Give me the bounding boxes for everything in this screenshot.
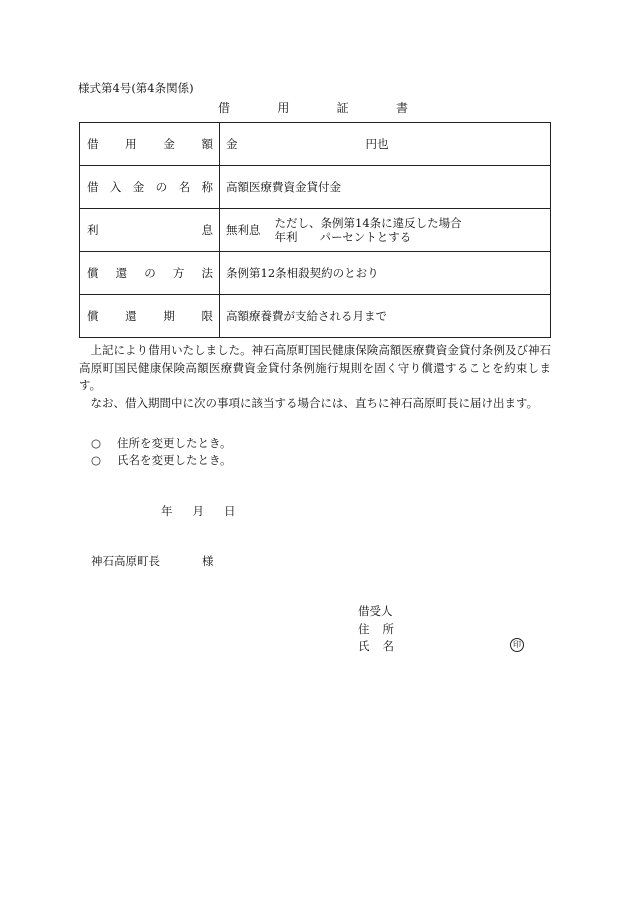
label-loan-amount: 借 用 金 額 — [80, 123, 220, 166]
value-loan-amount — [220, 123, 551, 166]
circle-bullet-icon: ○ — [91, 436, 102, 450]
title-char: 借 — [218, 101, 231, 115]
addressee: 神石高原町長 様 — [91, 554, 214, 568]
value-repayment-method: 条例第12条相殺契約のとおり — [220, 252, 551, 295]
borrower-address: 住 所 — [358, 621, 394, 636]
body-text — [79, 342, 551, 412]
date-line: 年 月 日 — [161, 504, 236, 518]
label-interest: 利 息 — [80, 209, 220, 252]
table-row-interest — [80, 209, 551, 252]
notification-list — [91, 435, 232, 469]
value-interest — [220, 209, 551, 252]
borrower-heading: 借受人 — [358, 604, 393, 618]
list-item: ○ 氏名を変更したとき。 — [91, 453, 232, 467]
label-repayment-deadline: 償 還 期 限 — [80, 295, 220, 338]
table-row-loan-amount — [80, 123, 551, 166]
borrower-name: 氏 名 — [358, 639, 394, 653]
title-char: 書 — [395, 101, 408, 115]
title-char: 用 — [277, 101, 290, 115]
seal-icon: 印 — [510, 638, 524, 652]
borrower-block — [358, 603, 394, 656]
amount-prefix: 金 — [226, 137, 238, 151]
amount-suffix: 円也 — [365, 137, 389, 151]
document-title — [218, 99, 408, 116]
value-repayment-deadline: 高額療養費が支給される月まで — [220, 295, 551, 338]
table-row-repayment-method — [80, 252, 551, 295]
value-loan-name: 高額医療費資金貸付金 — [220, 166, 551, 209]
paragraph-notice: なお、借入期間中に次の事項に該当する場合には、直ちに神石高原町長に届け出ます。 — [90, 395, 539, 410]
label-repayment-method: 償 還 の 方 法 — [80, 252, 220, 295]
paragraph-pledge: 上記により借用いたしました。神石高原町国民健康保険高額医療費資金貸付条例及び神石高原町国民健康保険高額医療費資金貸付条例施行規則を固く守り償還することを約束します。 — [79, 343, 551, 392]
title-char: 証 — [336, 101, 349, 115]
loan-details-table — [79, 122, 551, 338]
circle-bullet-icon: ○ — [91, 453, 102, 467]
list-item: ○ 住所を変更したとき。 — [91, 436, 232, 450]
label-loan-name: 借 入 金 の 名 称 — [80, 166, 220, 209]
interest-main: 無利息 — [226, 223, 261, 237]
table-row-loan-name — [80, 166, 551, 209]
form-number: 様式第4号(第4条関係) — [78, 81, 194, 95]
interest-note-2: 年利 パーセントとする — [274, 230, 412, 244]
interest-note-1: ただし、条例第14条に違反した場合 — [274, 216, 462, 230]
table-row-repayment-deadline — [80, 295, 551, 338]
